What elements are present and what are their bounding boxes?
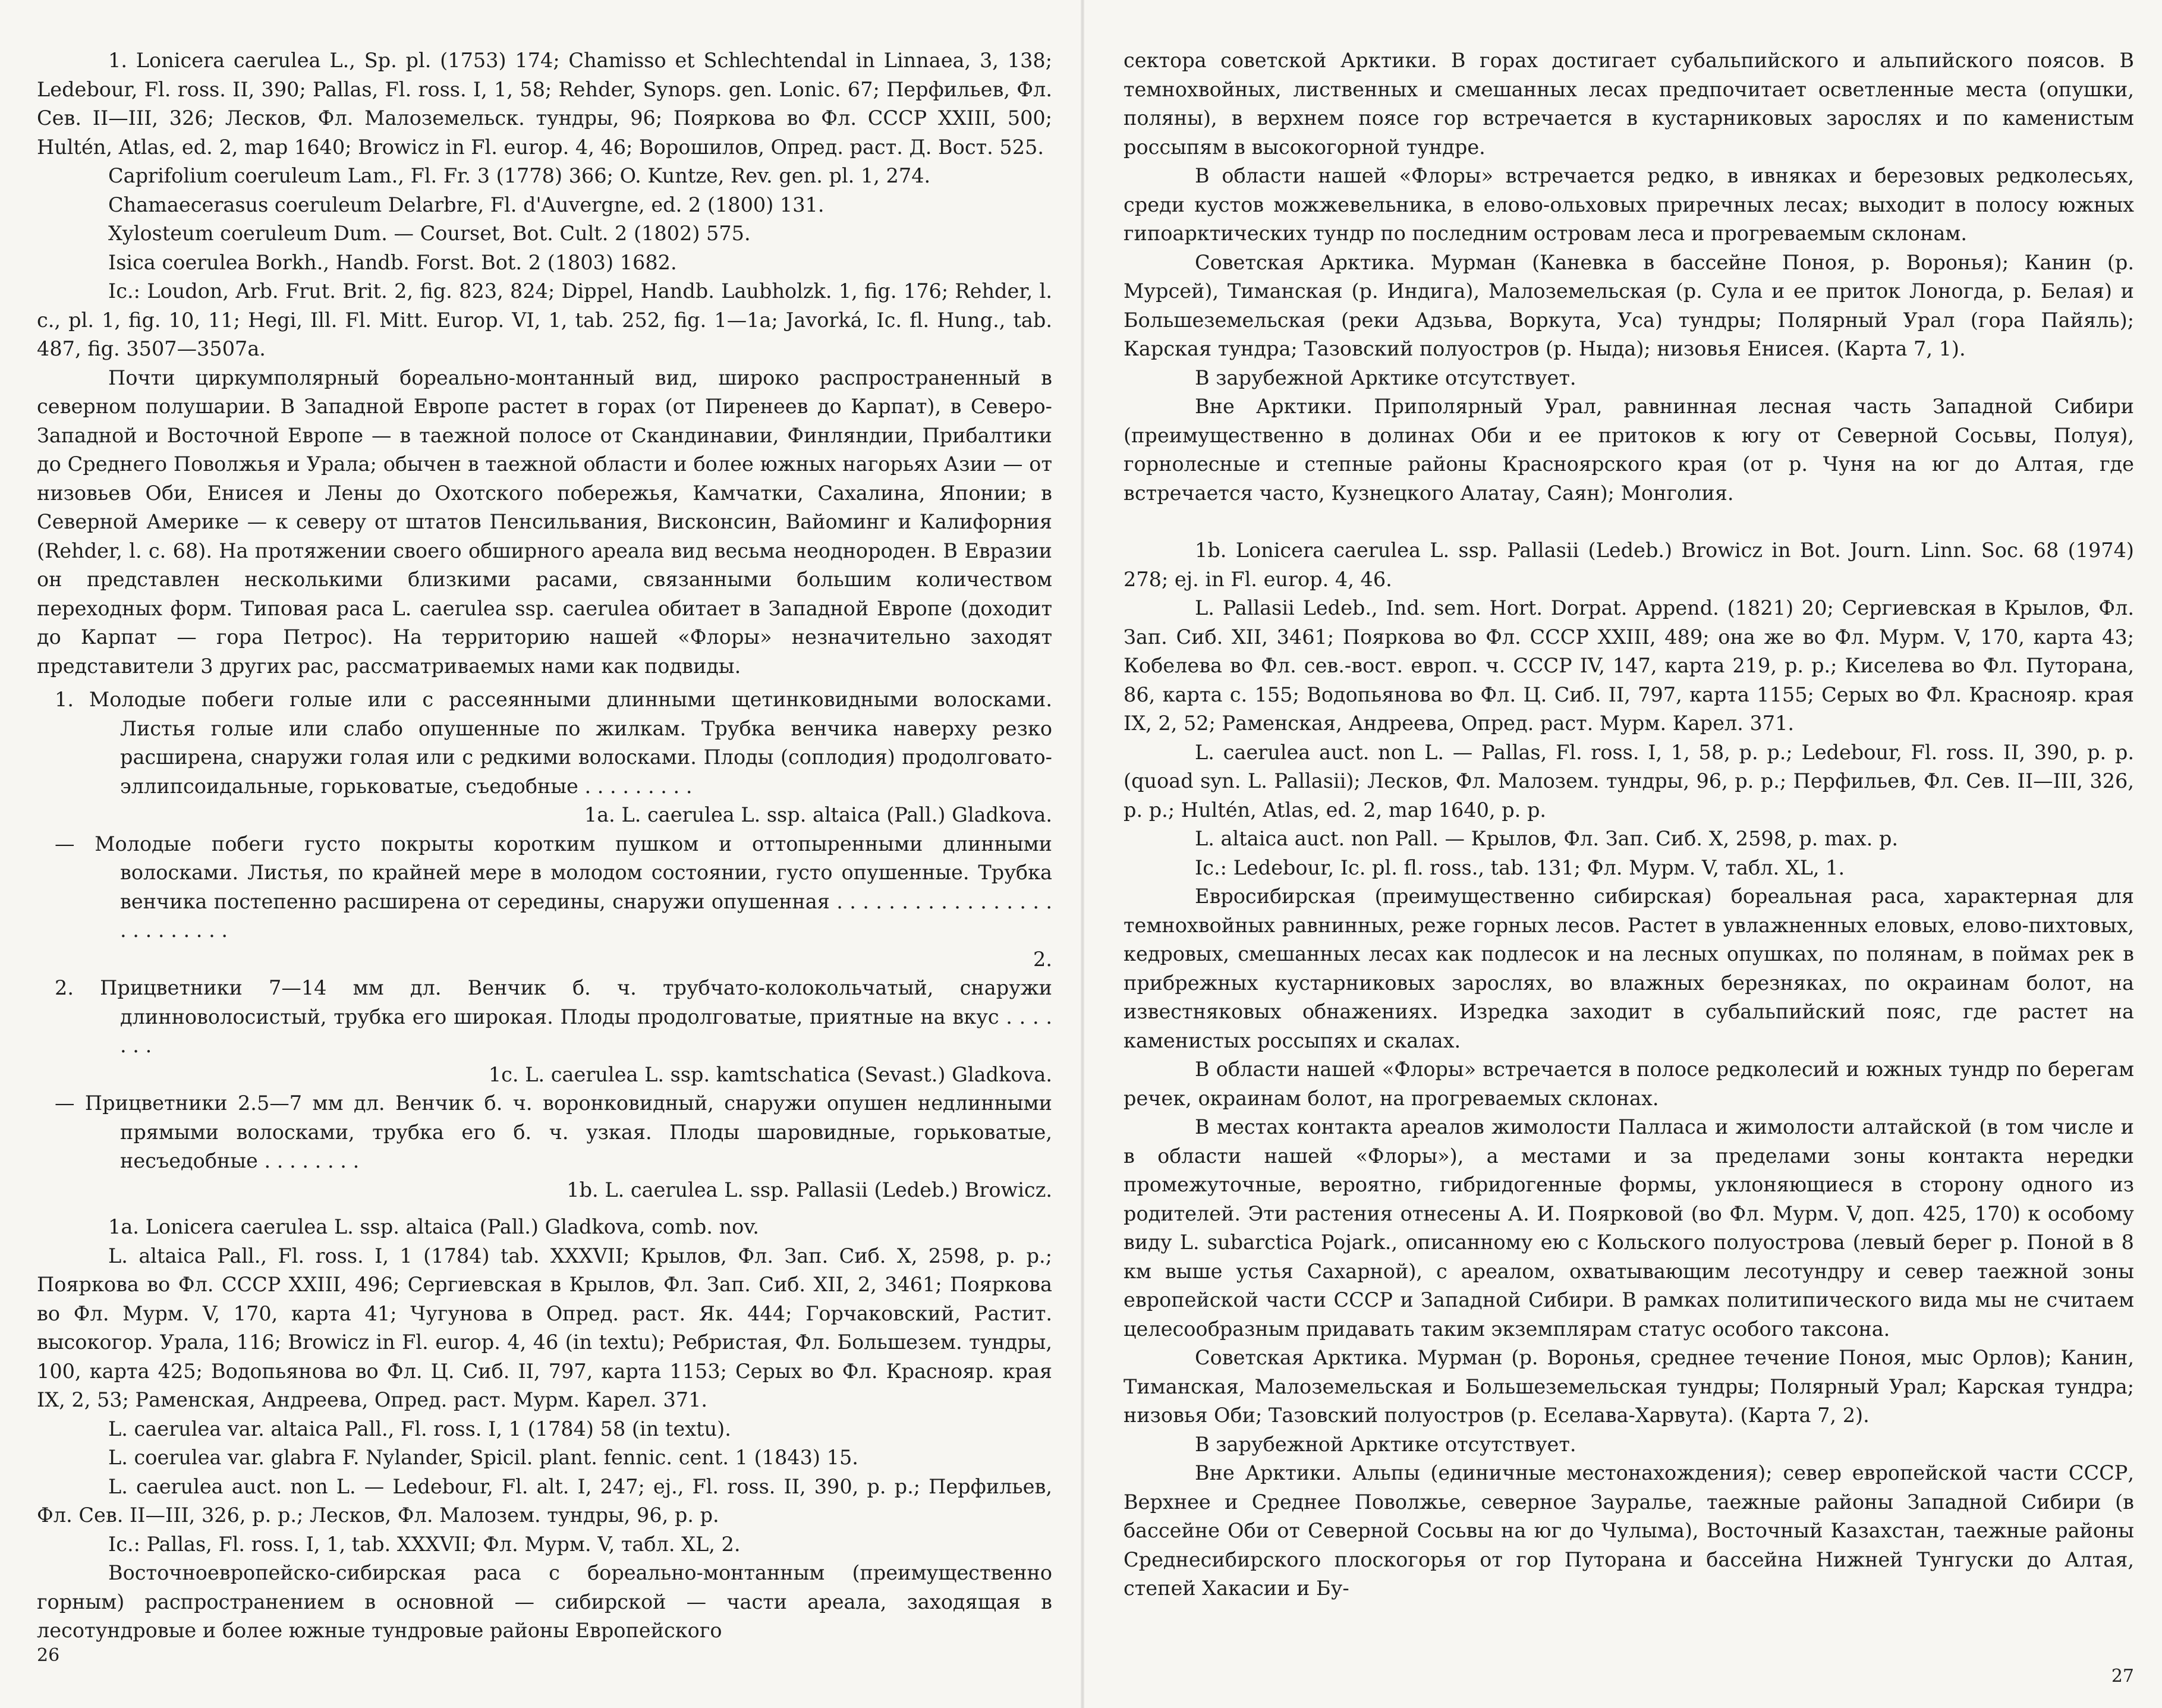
subspecies-heading: 1a. Lonicera caerulea L. ssp. altaica (Pall.) Gladkova, comb. nov.	[108, 1215, 759, 1238]
key-destination: 1a. L. caerulea L. ssp. altaica (Pall.) Gladkova.	[584, 803, 1052, 826]
subspecies-altaica-section	[37, 1213, 1052, 1646]
key-text: Молодые побеги густо покрыты коротким пушком и оттопыренными длинными волосками. Листья, по крайней мере в молодом состоянии, густо опушенные. Трубка венчика постепенно расширена от середины, снаружи опушенная . . . . . . . . . . . . . . . . . . . . . . . . . .	[95, 832, 1052, 942]
foreign-arctic-paragraph: В зарубежной Арктике отсутствует.	[1195, 1432, 1576, 1456]
synonym-line: L. caerulea auct. non L. — Ledebour, Fl. alt. I, 247; ej., Fl. ross. II, 390, p. p.; Перфильев, Фл. Сев. II—III, 326, p. p.; Лесков, Фл. Малозем. тундры, 96, p. p.	[37, 1474, 1052, 1527]
key-marker: 2.	[55, 976, 74, 999]
key-couplet	[37, 974, 1052, 1089]
synonym-line: Isica coerulea Borkh., Handb. Forst. Bot. 2 (1803) 1682.	[108, 250, 677, 274]
distribution-paragraph: Почти циркумполярный бореально-монтанный вид, широко распространенный в северном полушарии. В Западной Европе растет в горах (от Пиренеев до Карпат), в Северо-Западной и Восточной Европе — в таежной полосе от Скандинавии, Финляндии, Прибалтики до Среднего Поволжья и Урала; обычен в таежной области и более южных нагорьях Азии — от низовьев Оби, Енисея и Лены до Охотского побережья, Камчатки, Сахалина, Японии; в Северной Америке — к северу от штатов Пенсильвания, Висконсин, Вайоминг и Калифорния (Rehder, l. c. 68). На протяжении своего обширного ареала вид весьма неоднороден. В Евразии он представлен несколькими близкими расами, связанными большим количеством переходных форм. Типовая раса L. caerulea ssp. caerulea обитает в Западной Европе (доходит до Карпат — гора Петрос). На территорию нашей «Флоры» незначительно заходят представители 3 других рас, рассматриваемых нами как подвиды.	[37, 366, 1052, 678]
synonym-line: Chamaecerasus coeruleum Delarbre, Fl. d'Auvergne, ed. 2 (1800) 131.	[108, 193, 824, 216]
key-marker: 1.	[55, 688, 74, 711]
page-number: 26	[37, 1645, 60, 1666]
outside-arctic-paragraph: Вне Арктики. Приполярный Урал, равнинная лесная часть Западной Сибири (преимущественно в долинах Оби и ее притоков к югу от Северной Сосьвы, Полуя), горнолесные и степные районы Красноярского края (от р. Чуня на юг до Алтая, где встречается часто, Кузнецкого Алатау, Саян); Монголия.	[1124, 395, 2134, 505]
synonym-line: Xylosteum coeruleum Dum. — Courset, Bot. Cult. 2 (1802) 575.	[108, 222, 751, 245]
key-couplet	[37, 830, 1052, 974]
synonym-line: L. coerulea var. glabra F. Nylander, Spicil. plant. fennic. cent. 1 (1843) 15.	[108, 1446, 858, 1469]
distribution-paragraph: Восточноевропейско-сибирская раса с бореально-монтанным (преимущественно горным) распространением в основной — сибирской — части ареала, заходящая в лесотундровые и более южные тундровые районы Европейского	[37, 1561, 1052, 1642]
icones-line: Ic.: Ledebour, Ic. pl. fl. ross., tab. 131; Фл. Мурм. V, табл. XL, 1.	[1195, 855, 1845, 879]
synonym-line: L. altaica Pall., Fl. ross. I, 1 (1784) tab. XXXVII; Крылов, Фл. Зап. Сиб. X, 2598, p. p.; Пояркова во Фл. СССР XXIII, 496; Сергиевская в Крылов, Фл. Зап. Сиб. XII, 2, 3461; Пояркова во Фл. Мурм. V, 170, карта 41; Чугунова в Опред. раст. Як. 444; Горчаковский, Растит. высокогор. Урала, 116; Browicz in Fl. europ. 4, 46 (in textu); Ребристая, Фл. Большезем. тундры, 100, карта 425; Водопьянова во Фл. Ц. Сиб. II, 797, карта 1153; Серых во Фл. Краснояр. края IX, 2, 53; Раменская, Андреева, Опред. раст. Мурм. Карел. 371.	[37, 1244, 1052, 1411]
soviet-arctic-paragraph: Советская Арктика. Мурман (р. Воронья, среднее течение Поноя, мыс Орлов); Канин, Тиманская, Малоземельская и Большеземельская тундры; Полярный Урал; Карская тундра; низовья Оби; Тазовский полуостров (р. Еселава-Харвута). (Карта 7, 2).	[1124, 1346, 2134, 1427]
icones-line: Ic.: Pallas, Fl. ross. I, 1, tab. XXXVII; Фл. Мурм. V, табл. XL, 2.	[108, 1532, 741, 1556]
key-couplet	[37, 1089, 1052, 1204]
habitat-paragraph: В области нашей «Флоры» встречается в полосе редколесий и южных тундр по берегам речек, окраинам болот, на прогреваемых склонах.	[1124, 1058, 2134, 1110]
species-heading-paragraph: 1. Lonicera caerulea L., Sp. pl. (1753) 174; Chamisso et Schlechtendal in Linnaea, 3, 138; Ledebour, Fl. ross. II, 390; Pallas, Fl. ross. I, 1, 58; Rehder, Synops. gen. Lonic. 67; Перфильев, Фл. Сев. II—III, 326; Лесков, Фл. Малоземельск. тундры, 96; Пояркова во Фл. СССР XXIII, 500; Hultén, Atlas, ed. 2, map 1640; Browicz in Fl. europ. 4, 46; Ворошилов, Опред. раст. Д. Вост. 525.	[37, 49, 1052, 159]
book-gutter	[1081, 0, 1084, 1708]
key-destination: 1b. L. caerulea L. ssp. Pallasii (Ledeb.) Browicz.	[567, 1178, 1052, 1201]
distribution-paragraph: Евросибирская (преимущественно сибирская) бореальная раса, характерная для темнохвойных равнинных, реже горных лесов. Растет в увлажненных еловых, елово-пихтовых, кедровых, смешанных лесах как подлесок и на лесных опушках, по полянам, в поймах рек в прибрежных кустарниковых зарослях, во влажных березняках, по окраинам болот, на известняковых обнажениях. Изредка заходит в субальпийский пояс, где растет на каменистых россыпях и скалах.	[1124, 885, 2134, 1052]
foreign-arctic-paragraph: В зарубежной Арктике отсутствует.	[1195, 366, 1576, 389]
continued-paragraph: сектора советской Арктики. В горах достигает субальпийского и альпийского поясов. В темнохвойных, лиственных и смешанных лесах предпочитает осветленные места (опушки, поляны), в верхнем поясе гор встречается в кустарниковых зарослях и по каменистым россыпям в высокогорной тундре.	[1124, 49, 2134, 159]
key-text: Прицветники 7—14 мм дл. Венчик б. ч. трубчато-колокольчатый, снаружи длинноволосистый, трубка его широкая. Плоды продолговатые, приятные на вкус . . . . . . .	[100, 976, 1052, 1057]
page-number: 27	[2111, 1666, 2134, 1687]
right-page	[1124, 46, 2134, 1687]
key-destination: 2.	[1033, 947, 1052, 971]
key-marker: —	[55, 1092, 75, 1115]
synonym-line: L. Pallasii Ledeb., Ind. sem. Hort. Dorpat. Append. (1821) 20; Сергиевская в Крылов, Фл. Зап. Сиб. XII, 3461; Пояркова во Фл. СССР XXIII, 489; она же во Фл. Мурм. V, 170, карта 43; Кобелева во Фл. сев.-вост. европ. ч. СССР IV, 147, карта 219, p. p.; Киселева во Фл. Путорана, 86, карта с. 155; Водопьянова во Фл. Ц. Сиб. II, 797, карта 1155; Серых во Фл. Краснояр. края IX, 2, 52; Раменская, Андреева, Опред. раст. Мурм. Карел. 371.	[1124, 596, 2134, 735]
key-text: Молодые побеги голые или с рассеянными длинными щетинковидными волосками. Листья голые или слабо опушенные по жилкам. Трубка венчика наверху резко расширена, снаружи голая или с редкими волосками. Плоды (соплодия) продолговато-эллипсоидальные, горьковатые, съедобные . . . . . . . . .	[89, 688, 1052, 798]
subspecies-heading: 1b. Lonicera caerulea L. ssp. Pallasii (Ledeb.) Browicz in Bot. Journ. Linn. Soc. 68 (1974) 278; ej. in Fl. europ. 4, 46.	[1124, 539, 2134, 591]
identification-key	[37, 685, 1052, 1204]
habitat-paragraph: В области нашей «Флоры» встречается редко, в ивняках и березовых редколесьях, среди кустов можжевельника, в елово-ольховых приречных лесах; выходит в полосу южных гипоарктических тундр по последним островам леса и прогреваемым склонам.	[1124, 164, 2134, 245]
species-intro	[37, 46, 1052, 681]
hybrid-note-paragraph: В местах контакта ареалов жимолости Палласа и жимолости алтайской (в том числе и в области нашей «Флоры»), а местами и за пределами зоны контакта нередки промежуточные, вероятно, гибридогенные формы, уклоняющиеся в сторону одного из родителей. Эти растения отнесены А. И. Поярковой (во Фл. Мурм. V, доп. 425, 170) к особому виду L. subarctica Pojark., описанному ею с Кольского полуострова (левый берег р. Поной в 8 км выше устья Сахарной), с ареалом, охватывающим лесотундру и север таежной зоны европейской части СССР и Западной Сибири. В рамках политипического вида мы не считаем целесообразным придавать таким экземплярам статус особого таксона.	[1124, 1115, 2134, 1341]
right-page-body	[1124, 46, 2134, 1603]
left-page	[37, 46, 1052, 1675]
soviet-arctic-paragraph: Советская Арктика. Мурман (Каневка в бассейне Поноя, р. Воронья); Канин (р. Мурсей), Тиманская (р. Индига), Малоземельская (р. Сула и ее приток Лоногда, р. Белая) и Большеземельская (реки Адзьва, Воркута, Уса) тундры; Полярный Урал (гора Пайяль); Карская тундра; Тазовский полуостров (р. Ныда); низовья Енисея. (Карта 7, 1).	[1124, 250, 2134, 360]
key-couplet	[37, 685, 1052, 830]
key-text: Прицветники 2.5—7 мм дл. Венчик б. ч. воронковидный, снаружи опушен недлинными прямыми волосками, трубка его б. ч. узкая. Плоды шаровидные, горьковатые, несъедобные . . . . . . . .	[84, 1092, 1052, 1172]
synonym-line: L. altaica auct. non Pall. — Крылов, Фл. Зап. Сиб. X, 2598, p. max. p.	[1195, 827, 1899, 850]
synonym-line: Caprifolium coeruleum Lam., Fl. Fr. 3 (1778) 366; O. Kuntze, Rev. gen. pl. 1, 274.	[108, 164, 931, 187]
key-destination: 1c. L. caerulea L. ssp. kamtschatica (Sevast.) Gladkova.	[488, 1062, 1052, 1086]
key-marker: —	[55, 832, 75, 855]
outside-arctic-paragraph: Вне Арктики. Альпы (единичные местонахождения); север европейской части СССР, Верхнее и Среднее Поволжье, северное Зауралье, таежные районы Западной Сибири (в бассейне Оби от Северной Сосьвы на юг до Чулыма), Восточный Казахстан, таежные районы Среднесибирского плоскогорья от гор Путорана и бассейна Нижней Тунгуски до Алтая, степей Хакасии и Бу-	[1124, 1461, 2134, 1600]
synonym-line: L. caerulea var. altaica Pall., Fl. ross. I, 1 (1784) 58 (in textu).	[108, 1417, 731, 1440]
icones-line: Ic.: Loudon, Arb. Frut. Brit. 2, fig. 823, 824; Dippel, Handb. Laubholzk. 1, fig. 176; Rehder, l. c., pl. 1, fig. 10, 11; Hegi, Ill. Fl. Mitt. Europ. VI, 1, tab. 252, fig. 1—1a; Javorká, Ic. fl. Hung., tab. 487, fig. 3507—3507a.	[37, 279, 1052, 360]
synonym-line: L. caerulea auct. non L. — Pallas, Fl. ross. I, 1, 58, p. p.; Ledebour, Fl. ross. II, 390, p. p. (quoad syn. L. Pallasii); Лесков, Фл. Малозем. тундры, 96, p. p.; Перфильев, Фл. Сев. II—III, 326, p. p.; Hultén, Atlas, ed. 2, map 1640, p. p.	[1124, 740, 2134, 822]
